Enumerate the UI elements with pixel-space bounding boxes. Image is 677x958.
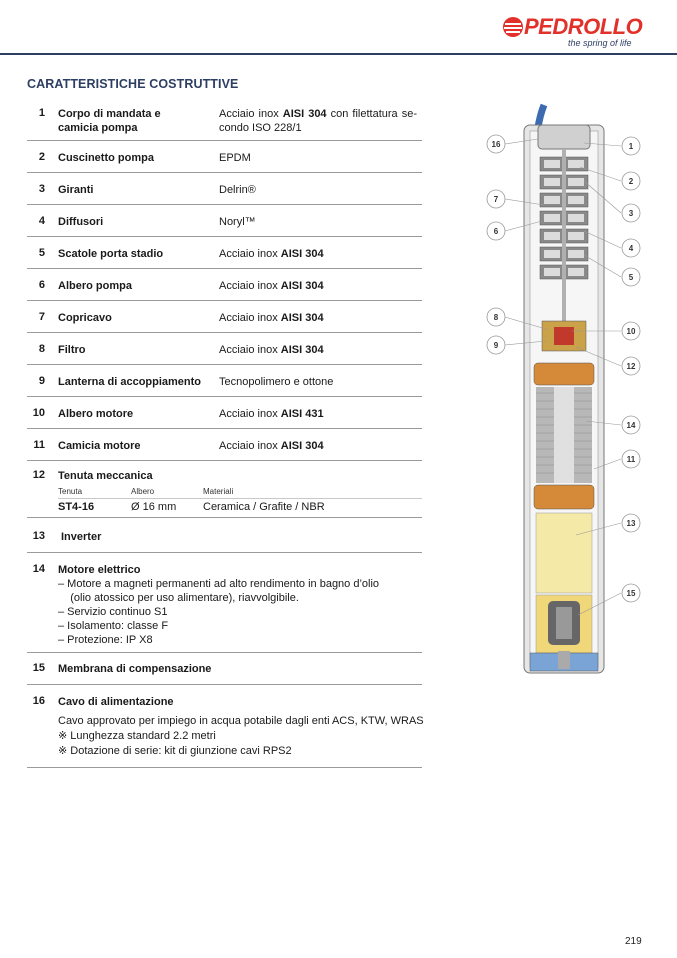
row-value: Tecnopolimero e ottone bbox=[219, 376, 334, 388]
subtable-header-seal: Tenuta bbox=[58, 487, 83, 496]
spec-row bbox=[27, 301, 422, 333]
callout-10 bbox=[622, 322, 640, 340]
spec-row bbox=[27, 141, 422, 173]
row-value: Acciaio inox AISI 304 bbox=[219, 344, 324, 356]
row-number: 6 bbox=[38, 279, 45, 291]
row-number: 14 bbox=[32, 563, 45, 575]
callout-16 bbox=[487, 135, 505, 153]
brand-name: PEDROLLO bbox=[524, 14, 643, 39]
svg-text:3: 3 bbox=[628, 209, 634, 218]
spec-row bbox=[27, 205, 422, 237]
row-name: Cavo di alimentazione bbox=[58, 696, 174, 708]
callout-15 bbox=[622, 584, 640, 602]
bullet-item: – Protezione: IP X8 bbox=[58, 634, 153, 646]
row-name: Albero pompa bbox=[58, 280, 132, 292]
row-value: EPDM bbox=[219, 152, 251, 164]
callout-12 bbox=[622, 357, 640, 375]
row-number: 1 bbox=[38, 107, 45, 119]
svg-text:5: 5 bbox=[628, 273, 634, 282]
svg-text:8: 8 bbox=[493, 313, 499, 322]
row-number: 13 bbox=[32, 530, 45, 542]
svg-text:12: 12 bbox=[626, 362, 636, 371]
subtable-header-shaft: Albero bbox=[131, 487, 155, 496]
row-name: Motore elettrico bbox=[58, 564, 141, 576]
callout-6 bbox=[487, 222, 505, 240]
subtable-rule bbox=[58, 498, 422, 499]
bullet-item: (olio atossico per uso alimentare), riavvolgibile. bbox=[58, 592, 299, 604]
callout-3 bbox=[622, 204, 640, 222]
spec-row-membrane bbox=[27, 653, 422, 685]
row-value: Acciaio inox AISI 304 bbox=[219, 312, 324, 324]
row-name: Filtro bbox=[58, 344, 86, 356]
subtable-shaft-value: Ø 16 mm bbox=[131, 501, 177, 513]
row-value: Noryl™ bbox=[219, 216, 256, 228]
spec-row bbox=[27, 333, 422, 365]
svg-text:4: 4 bbox=[628, 244, 634, 253]
section-title: CARATTERISTICHE COSTRUTTIVE bbox=[27, 77, 239, 91]
row-value: Acciaio inox AISI 304 bbox=[219, 440, 324, 452]
page-number: 219 bbox=[625, 936, 642, 947]
spec-row-motor bbox=[27, 553, 422, 653]
page-header bbox=[0, 0, 677, 55]
callout-1 bbox=[622, 137, 640, 155]
row-value: Delrin® bbox=[219, 184, 256, 196]
row-number: 4 bbox=[38, 215, 45, 227]
motor-bullets bbox=[58, 577, 379, 647]
cable-note: ※ Lunghezza standard 2.2 metri bbox=[58, 730, 216, 742]
callout-13 bbox=[622, 514, 640, 532]
row-value: Acciaio inox AISI 304 con filettatura se- condo ISO 228/1 bbox=[219, 108, 417, 134]
svg-text:10: 10 bbox=[626, 327, 636, 336]
row-value: Acciaio inox AISI 304 bbox=[219, 280, 324, 292]
svg-text:13: 13 bbox=[626, 519, 636, 528]
brand-mark-icon bbox=[502, 16, 524, 38]
row-name: Camicia motore bbox=[58, 440, 141, 452]
row-name: Copricavo bbox=[58, 312, 112, 324]
svg-text:6: 6 bbox=[493, 227, 499, 236]
row-number: 16 bbox=[32, 695, 45, 707]
row-name: Lanterna di accoppiamento bbox=[58, 376, 202, 388]
svg-text:11: 11 bbox=[626, 455, 636, 464]
spec-table bbox=[27, 100, 422, 768]
row-number: 11 bbox=[33, 439, 45, 451]
row-name: Membrana di compensazione bbox=[58, 663, 212, 675]
spec-row bbox=[27, 237, 422, 269]
bullet-item: – Servizio continuo S1 bbox=[58, 606, 168, 618]
row-name: Scatole porta stadio bbox=[58, 248, 164, 260]
bullet-item: – Motore a magneti permanenti ad alto rendimento in bagno d’olio bbox=[58, 578, 380, 590]
row-name: Corpo di mandata e camicia pompa bbox=[58, 108, 161, 134]
row-name: Cuscinetto pompa bbox=[58, 152, 154, 164]
row-name: Giranti bbox=[58, 184, 94, 196]
subtable-materials-value: Ceramica / Grafite / NBR bbox=[203, 501, 325, 513]
svg-text:1: 1 bbox=[628, 142, 634, 151]
spec-row bbox=[27, 100, 422, 141]
spec-row bbox=[27, 429, 422, 461]
callout-2 bbox=[622, 172, 640, 190]
spec-row bbox=[27, 269, 422, 301]
spec-row bbox=[27, 365, 422, 397]
spec-row-cable bbox=[27, 685, 422, 768]
subtable-header-materials: Materiali bbox=[203, 487, 234, 496]
callout-5 bbox=[622, 268, 640, 286]
row-number: 3 bbox=[38, 183, 45, 195]
bullet-item: – Isolamento: classe F bbox=[58, 620, 169, 632]
brand-logo bbox=[502, 14, 642, 50]
spec-row-inverter bbox=[27, 518, 422, 553]
row-number: 12 bbox=[32, 469, 45, 481]
svg-text:15: 15 bbox=[626, 589, 636, 598]
row-name: Diffusori bbox=[58, 216, 104, 228]
callout-4 bbox=[622, 239, 640, 257]
callout-11 bbox=[622, 450, 640, 468]
callout-14 bbox=[622, 416, 640, 434]
callout-8 bbox=[487, 308, 505, 326]
row-number: 8 bbox=[38, 343, 45, 355]
header-rule bbox=[0, 53, 677, 55]
row-value-line: Acciaio inox AISI 304 con filettatura se- bbox=[219, 108, 417, 120]
row-number: 10 bbox=[32, 407, 45, 419]
svg-text:14: 14 bbox=[626, 421, 636, 430]
subtable-seal-value: ST4-16 bbox=[58, 501, 95, 513]
row-number: 2 bbox=[38, 151, 45, 163]
spec-row bbox=[27, 397, 422, 429]
brand-tagline: the spring of life bbox=[568, 38, 632, 48]
svg-text:16: 16 bbox=[491, 140, 501, 149]
spec-row-seal bbox=[27, 461, 422, 518]
row-name: Albero motore bbox=[58, 408, 134, 420]
cable-note: ※ Dotazione di serie: kit di giunzione cavi RPS2 bbox=[58, 745, 292, 757]
spec-row bbox=[27, 173, 422, 205]
row-value: Acciaio inox AISI 431 bbox=[219, 408, 324, 420]
row-number: 9 bbox=[38, 375, 45, 387]
row-number: 15 bbox=[32, 662, 45, 674]
svg-text:9: 9 bbox=[493, 341, 499, 350]
pump-cutaway-drawing bbox=[480, 95, 677, 685]
row-name: Inverter bbox=[61, 531, 102, 543]
row-number: 5 bbox=[38, 247, 45, 259]
row-value: Acciaio inox AISI 304 bbox=[219, 248, 324, 260]
cable-note: Cavo approvato per impiego in acqua potabile dagli enti ACS, KTW, WRAS bbox=[58, 715, 424, 727]
svg-text:7: 7 bbox=[493, 195, 499, 204]
row-number: 7 bbox=[38, 311, 45, 323]
row-name: Tenuta meccanica bbox=[58, 470, 153, 482]
callout-7 bbox=[487, 190, 505, 208]
cable-notes bbox=[58, 714, 424, 759]
svg-text:2: 2 bbox=[628, 177, 634, 186]
callout-9 bbox=[487, 336, 505, 354]
